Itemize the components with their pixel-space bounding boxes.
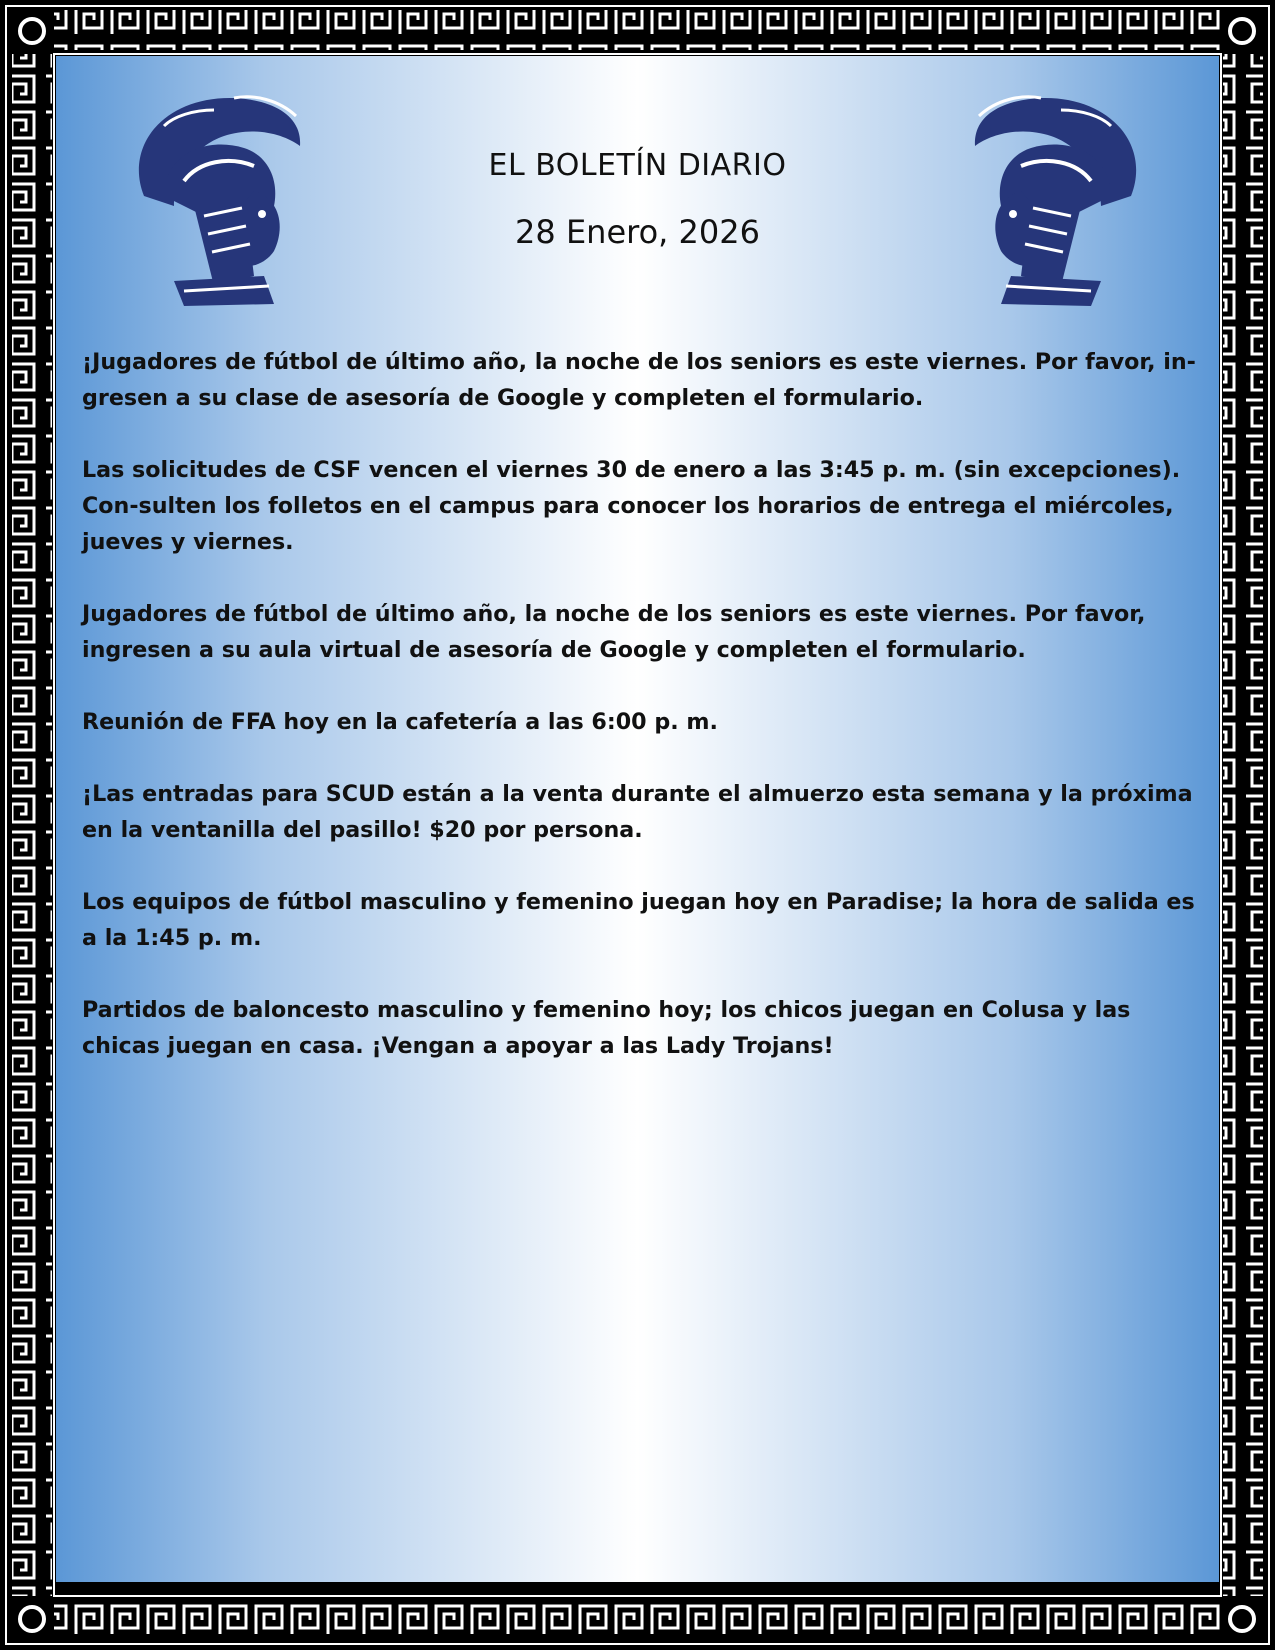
page-title: EL BOLETÍN DIARIO — [488, 148, 787, 183]
bulletin-date: 28 Enero, 2026 — [515, 213, 760, 251]
announcement-item: Partidos de baloncesto masculino y femenino hoy; los chicos juegan en Colusa y las chicas juegan en casa. ¡Vengan a apoyar a las Lady Trojans! — [82, 997, 1131, 1059]
announcement-item: Los equipos de fútbol masculino y femenino juegan hoy en Paradise; la hora de salida es a la 1:45 p. m. — [82, 889, 1195, 951]
bulletin-header — [56, 148, 1219, 251]
announcement-item: Reunión de FFA hoy en la cafetería a las 6:00 p. m. — [82, 709, 718, 735]
announcement-item: Las solicitudes de CSF vencen el viernes 30 de enero a las 3:45 p. m. (sin excepciones). Con-sulten los folletos en el campus para conocer los horarios de entrega el miércoles, jueves y viernes. — [82, 457, 1181, 555]
announcement-item: ¡Las entradas para SCUD están a la venta durante el almuerzo esta semana y la próxima en la ventanilla del pasillo! $20 por persona. — [82, 781, 1193, 843]
announcement-item: Jugadores de fútbol de último año, la noche de los seniors es este viernes. Por favor, ingresen a su aula virtual de asesoría de Google y completen el formulario. — [82, 601, 1146, 663]
announcement-item: ¡Jugadores de fútbol de último año, la noche de los seniors es este viernes. Por favor, in-gresen a su clase de asesoría de Google y completen el formulario. — [82, 349, 1196, 411]
announcement-list — [82, 344, 1211, 1100]
bulletin-content — [56, 56, 1219, 1582]
